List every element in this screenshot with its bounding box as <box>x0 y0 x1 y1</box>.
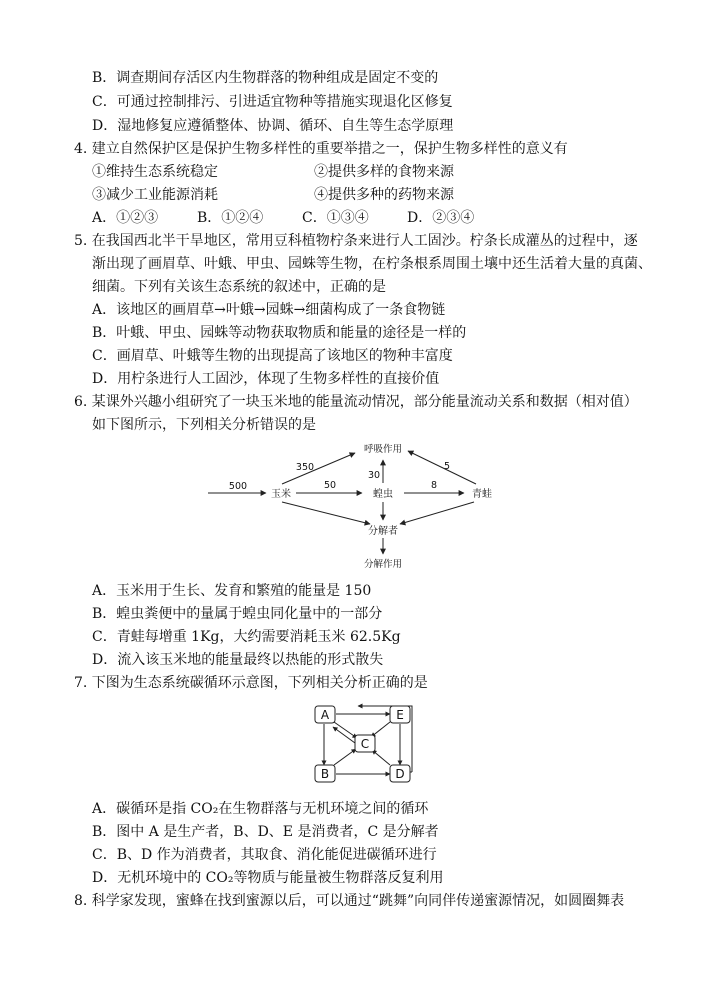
option-d-prev: D．湿地修复应遵循整体、协调、循环、自生等生态学原理 <box>92 118 454 134</box>
edge-d-c <box>372 750 390 765</box>
node-c: C <box>360 737 370 751</box>
node-decomposition: 分解作用 <box>363 559 403 570</box>
question-5-option-c: C．画眉草、叶蛾等生物的出现提高了该地区的物种丰富度 <box>92 348 453 364</box>
node-respiration: 呼吸作用 <box>363 444 403 455</box>
energy-flow-diagram <box>200 436 530 572</box>
node-e: E <box>396 708 404 722</box>
value-locust-frog: 8 <box>430 480 438 491</box>
node-d: D <box>395 767 405 781</box>
question-4-stem: 4. 建立自然保护区是保护生物多样性的重要举措之一，保护生物多样性的意义有 <box>74 141 568 157</box>
question-4-choices <box>92 208 512 228</box>
corn-to-resp-arrow <box>282 453 355 484</box>
question-5-stem-3: 细菌。下列有关该生态系统的叙述中，正确的是 <box>92 279 386 295</box>
question-8-stem: 8. 科学家发现，蜜蜂在找到蜜源以后，可以通过“跳舞”向同伴传递蜜源情况，如圆圈舞表 <box>74 893 625 909</box>
q4-choice-b: B．①②④ <box>197 210 264 226</box>
node-b: B <box>320 767 330 781</box>
value-corn-resp: 350 <box>295 462 315 473</box>
question-5-option-d: D．用柠条进行人工固沙，体现了生物多样性的直接价值 <box>92 371 440 387</box>
edge-b-c <box>334 749 356 765</box>
q4-choice-c: C．①③④ <box>302 210 369 226</box>
q4-item-2: ②提供多样的食物来源 <box>314 164 454 180</box>
edge-e-c <box>371 722 390 737</box>
question-7-option-c: C．B、D 作为消费者，其取食、消化能促进碳循环进行 <box>92 847 437 863</box>
value-locust-resp: 30 <box>367 470 381 481</box>
question-6-stem-1: 6. 某课外兴趣小组研究了一块玉米地的能量流动情况，部分能量流动关系和数据（相对值） <box>74 394 638 410</box>
q4-item-4: ④提供多种的药物来源 <box>314 187 454 203</box>
node-decomposer: 分解者 <box>368 526 398 537</box>
question-6-stem-2: 如下图所示，下列相关分析错误的是 <box>92 417 316 433</box>
question-7-option-d: D．无机环境中的 CO₂等物质与能量被生物群落反复利用 <box>92 870 444 886</box>
question-5-stem-2: 渐出现了画眉草、叶蛾、甲虫、园蛛等生物，在柠条根系周围土壤中还生活着大量的真菌、 <box>92 256 652 272</box>
corn-to-decomp-arrow <box>282 502 370 524</box>
q4-choice-d: D．②③④ <box>407 210 475 226</box>
question-5-option-a: A．该地区的画眉草→叶蛾→园蛛→细菌构成了一条食物链 <box>92 302 446 318</box>
question-6-option-d: D．流入该玉米地的能量最终以热能的形式散失 <box>92 652 384 668</box>
question-7-stem: 7. 下图为生态系统碳循环示意图，下列相关分析正确的是 <box>74 675 428 691</box>
question-4-items-row1 <box>92 162 536 182</box>
frog-to-decomp-arrow <box>400 502 474 524</box>
node-frog: 青蛙 <box>472 489 492 500</box>
q4-item-3: ③减少工业能源消耗 <box>92 187 218 203</box>
carbon-cycle-diagram <box>308 700 418 790</box>
option-b-prev: B．调查期间存活区内生物群落的物种组成是固定不变的 <box>92 70 439 86</box>
question-6-option-c: C．青蛙每增重 1Kg，大约需要消耗玉米 62.5Kg <box>92 629 401 645</box>
question-4-items-row2 <box>92 185 536 205</box>
frog-to-resp-arrow <box>408 451 476 484</box>
q4-choice-a: A．①②③ <box>92 210 159 226</box>
node-locust: 蝗虫 <box>373 489 393 500</box>
value-frog-resp: 5 <box>443 461 451 472</box>
option-c-prev: C．可通过控制排污、引进适宜物种等措施实现退化区修复 <box>92 94 453 110</box>
question-7-option-a: A．碳循环是指 CO₂在生物群落与无机环境之间的循环 <box>92 801 429 817</box>
question-5-stem-1: 5. 在我国西北半干旱地区，常用豆科植物柠条来进行人工固沙。柠条长成灌丛的过程中，逐 <box>74 233 638 249</box>
node-corn: 玉米 <box>271 489 291 500</box>
node-a: A <box>320 708 330 722</box>
q4-item-1: ①维持生态系统稳定 <box>92 164 218 180</box>
value-corn-locust: 50 <box>323 480 337 491</box>
question-5-option-b: B．叶蛾、甲虫、园蛛等动物获取物质和能量的途径是一样的 <box>92 325 467 341</box>
value-input: 500 <box>228 481 248 492</box>
question-6-option-b: B．蝗虫粪便中的量属于蝗虫同化量中的一部分 <box>92 606 383 622</box>
question-7-option-b: B．图中 A 是生产者，B、D、E 是消费者，C 是分解者 <box>92 824 439 840</box>
question-6-option-a: A．玉米用于生长、发育和繁殖的能量是 150 <box>92 583 372 599</box>
